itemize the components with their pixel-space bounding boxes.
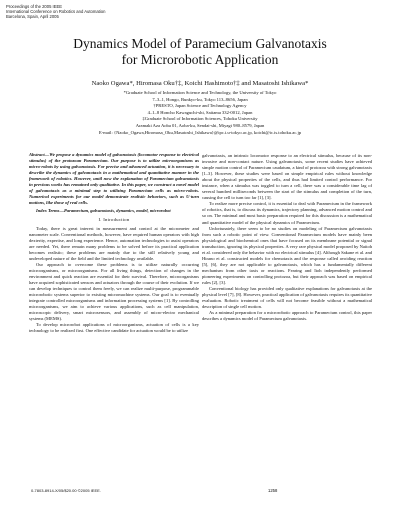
body-paragraph: As a minimal preparation for a microrobotic approach to Paramecium control, this paper describes a dynamics model of Paramecium galvanotaxis.: [202, 310, 372, 322]
proceedings-line-3: Barcelona, Spain, April 2005: [6, 14, 59, 20]
abstract-label: Abstract—: [29, 152, 50, 157]
right-column: [202, 153, 372, 322]
body-paragraph: Today, there is great interest in measurement and control at the micrometer and nanometer scale. Conventional methods, however, have required human operators with high dexterity, expertise, and long experience. Hence, automation technologies to assist operators are needed. Yet, there remain many problems to be solved before its practical application becomes realistic; these problems are mainly due to the still relatively young and undeveloped nature of the field and the limited technology available.: [29, 225, 199, 261]
affiliation-line: *Graduate School of Information Science and Technology, the University of Tokyo: [123, 90, 277, 95]
left-column: [29, 152, 199, 334]
body-paragraph: Unfortunately, there seem to be no studies on modeling of Paramecium galvanotaxis from such a robotic point of view. Conventional Paramecium models have mainly been physiological and biochemical ones that have focused on its membrane potential or signal transduction, ignoring its physical properties. A very rare physical model proposed by Naitoh et al. considered only the behavior with no electrical stimulus [4]. Although Sakane et al. and Hirano et al. constructed models for chemotaxis and the response called avoiding reaction [5], [6], they are not applicable to galvanotaxis, which has a fundamentally different mechanism from other taxis or reactions. Fearing and Itoh independently performed pioneering experiments on controlling protozoa, but their approach was based on empirical rules [2], [3].: [202, 225, 372, 285]
body-paragraph: To realize more precise control, it is essential to deal with Paramecium in the framework of robotics, that is, to discuss its dynamics, trajectory planning, advanced motion control and so on. The minimal and most basic preparation required for this discussion is a mathematical and quantitative model of the physical dynamics of Paramecium.: [202, 201, 372, 225]
affiliation-line: Aramaki Aza Aoba 01, Aoba-ku, Sendai-shi, Miyagi 980–8579, Japan: [135, 122, 265, 128]
abstract-text: We propose a dynamics model of galvanotaxis (locomotor response to electrical stimulus) of the protozoan Paramecium. Our purpose is to utilize microorganisms as micro-robots by using galvanotaxis. For precise and advanced actuation, it is necessary to describe the dynamics of galvanotaxis in a mathematical and quantitative manner in the framework of robotics. However, until now the explanation of Paramecium galvanotaxis in previous works has remained only qualitative. In this paper, we construct a novel model of galvanotaxis as a minimal step to utilizing Paramecium cells as micro-robots. Numerical experiments for our model demonstrate realistic behaviors, such as U-turn motions, like those of real cells.: [29, 152, 199, 206]
body-paragraph: galvanotaxis, an intrinsic locomotor response to an electrical stimulus, because of its non-invasive and non-contact nature. Using galvanotaxis, some recent studies have achieved simple motion control of Paramecium caudatum, a kind of protozoa with strong galvanotaxis [1–3]. However, these studies were based on simple empirical rules without knowledge about the physical properties of the cells, and thus had limited control performance. For instance, when a stimulus was toggled to turn a cell, there was a considerable time lag of several hundred milliseconds between the start of the stimulus and completion of the turn, causing the cell to turn too far [1], [3].: [202, 153, 372, 201]
affiliation-line: ‡Graduate School of Information Sciences, Tohoku University: [142, 116, 258, 122]
affiliations: [0, 90, 400, 136]
affiliation-line: 7–3–1, Hongo, Bunkyo-ku, Tokyo 113–8656, Japan: [152, 96, 248, 102]
proceedings-header: [6, 4, 105, 20]
author-list: Naoko Ogawa*, Hiromasa Oku†‡, Koichi Hashimoto†‡ and Masatoshi Ishikawa*: [91, 80, 309, 87]
title-line-2: for Microrobotic Application: [121, 52, 279, 67]
affiliation-line: 4–1–8 Honcho Kawaguchi-shi, Saitama 332-0012, Japan: [147, 109, 253, 115]
copyright-footer: 0-7803-8914-X/05/$20.00 ©2005 IEEE.: [31, 488, 101, 493]
proceedings-line-2: International Conference on Robotics and Automation: [6, 9, 106, 15]
affiliation-line: †PRESTO, Japan Science and Technology Agency: [153, 103, 247, 109]
index-terms-label: Index Terms—: [36, 208, 65, 214]
page-number: 1258: [268, 488, 278, 493]
title-line-1: Dynamics Model of Paramecium Galvanotaxis: [73, 36, 327, 51]
body-paragraph: Our approach to overcome these problems is to utilize naturally occurring microorganisms, or microorganisms. For all living things, detection of changes in the environment and quick reaction are essential for their survival. Therefore, microorganisms have acquired sophisticated sensors and actuators through the course of their evolution. If we can develop techniques to control them freely, we can realize multi-purpose, programmable microrobotic systems superior to existing micromachine systems. Our goal is to eventually integrate controlled microorganisms and information processing systems [1]. By controlling microorganisms, we aim to achieve various applications, such as cell manipulation, microscopic delivery, smart microsensors, and assembly of micro-electro mechanical systems (MEMS).: [29, 261, 199, 322]
index-terms: [29, 208, 199, 214]
body-paragraph: Conventional biology has provided only qualitative explanations for galvanotaxis at the physical level [7], [8]. However, practical application of galvanotaxis requires its quantitative evaluation. Robotic treatment of cells will not become feasible without a mathematical description of single cell motion.: [202, 286, 373, 310]
abstract: [29, 152, 199, 206]
section-heading-introduction: I. Introduction: [98, 217, 130, 223]
paper-title: [0, 36, 400, 68]
body-paragraph: To develop microrobot applications of microorganisms, actuation of cells is a key technology to be realized first. One effective candidate for actuation would be to utilize: [29, 322, 199, 334]
index-terms-text: Paramecium, galvanotaxis, dynamics, model, microrobot: [64, 208, 171, 214]
proceedings-line-1: Proceedings of the 2005 IEEE: [6, 4, 63, 9]
email-line: E-mail: {Naoko_Ogawa,Hiromasa_Oku,Masatoshi_Ishikawa}@ipc.i.u-tokyo.ac.jp, koichi@ic.is.tohoku.ac.jp: [98, 129, 302, 135]
